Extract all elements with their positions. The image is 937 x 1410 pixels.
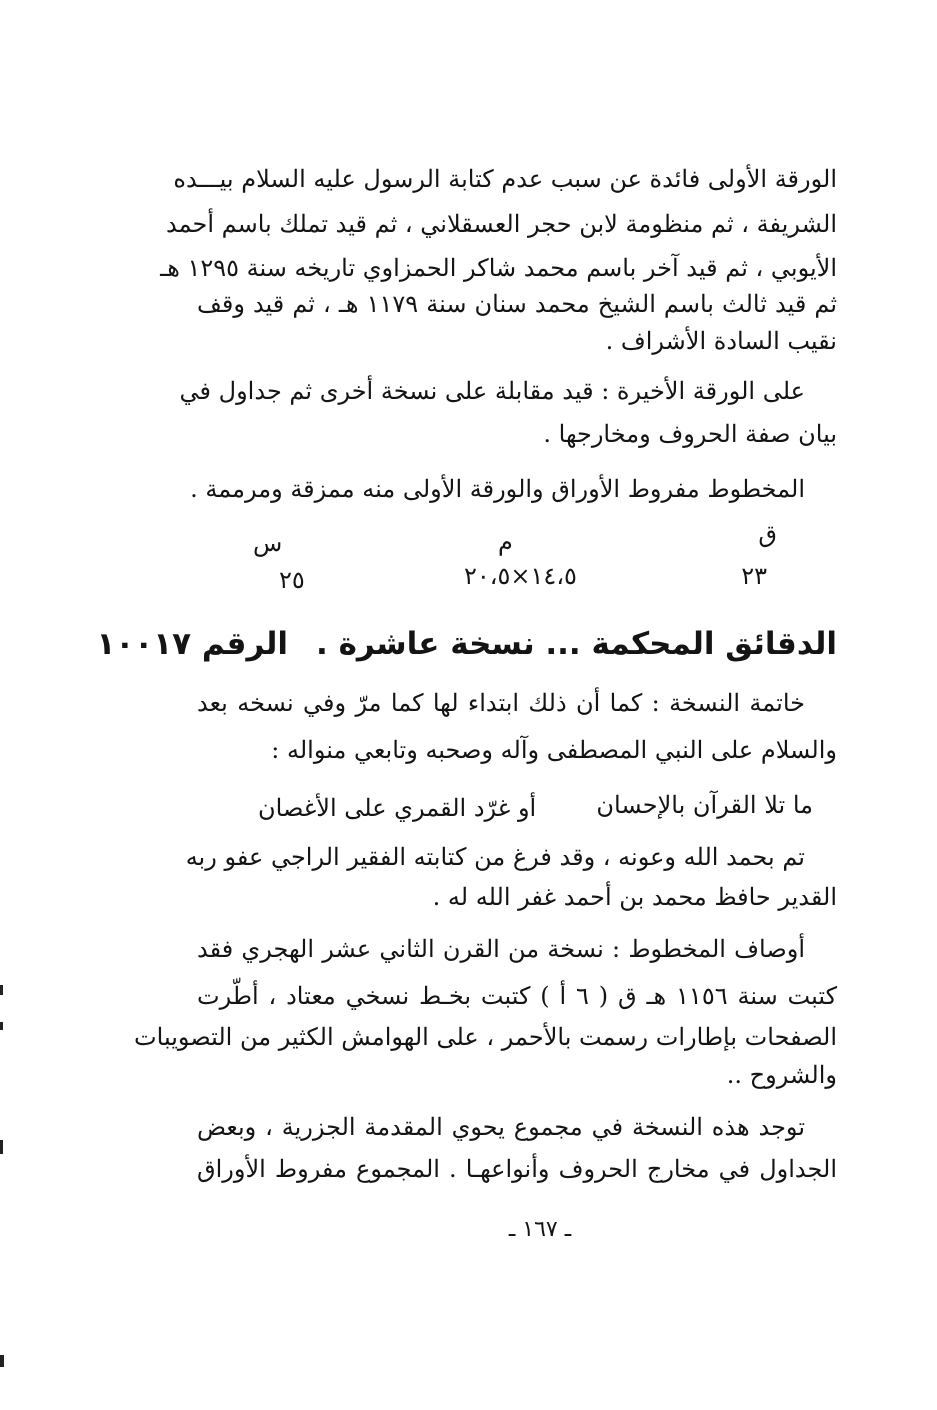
paragraph-2-line-2: بيان صفة الحروف ومخارجها . xyxy=(543,420,837,448)
paragraph-1-line-1: الورقة الأولى فائدة عن سبب عدم كتابة الرسول عليه السلام بيـــده xyxy=(173,165,837,193)
heading-number: الرقم ١٠٠١٧ xyxy=(96,626,289,662)
table-value-q: ٢٣ xyxy=(741,562,767,590)
paragraph-6-line-4: والشروح .. xyxy=(726,1061,837,1089)
scan-speck xyxy=(0,1022,3,1030)
scan-speck xyxy=(0,1355,4,1367)
paragraph-1-line-5: نقيب السادة الأشراف . xyxy=(605,327,837,355)
paragraph-6-line-2: كتبت سنة ١١٥٦ هـ ق ( ٦ أ ) كتبت بخـط نسخي معتاد ، أطّرت xyxy=(197,982,838,1010)
scan-speck xyxy=(0,985,3,995)
section-heading xyxy=(96,624,837,664)
table-header-m: م xyxy=(498,528,513,556)
paragraph-2-line-1: على الورقة الأخيرة : قيد مقابلة على نسخة أخرى ثم جداول في xyxy=(179,377,805,405)
paragraph-3: المخطوط مفروط الأوراق والورقة الأولى منه ممزقة ومرممة . xyxy=(190,475,805,503)
paragraph-4-line-2: والسلام على النبي المصطفى وآله وصحبه وتابعي منواله : xyxy=(271,736,837,764)
paragraph-1-line-3: الأيوبي ، ثم قيد آخر باسم محمد شاكر الحمزاوي تاريخه سنة ١٢٩٥ هـ xyxy=(160,254,837,282)
paragraph-5-line-2: القدير حافظ محمد بن أحمد غفر الله له . xyxy=(432,883,837,911)
paragraph-6-line-3: الصفحات بإطارات رسمت بالأحمر ، على الهوامش الكثير من التصويبات xyxy=(134,1023,837,1051)
page-number: ـ ١٦٧ ـ xyxy=(508,1217,572,1242)
scan-speck xyxy=(0,1140,3,1154)
table-value-m: ١٤،٥×٢٠،٥ xyxy=(464,562,577,590)
table-value-s: ٢٥ xyxy=(279,566,305,594)
paragraph-6-line-1: أوصاف المخطوط : نسخة من القرن الثاني عشر الهجري فقد xyxy=(197,935,805,963)
table-header-s: س xyxy=(253,529,283,557)
paragraph-7-line-1: توجد هذه النسخة في مجموع يحوي المقدمة الجزرية ، وبعض xyxy=(197,1113,805,1141)
table-header-q: ق xyxy=(758,520,777,548)
paragraph-7-line-2: الجداول في مخارج الحروف وأنواعهـا . المجموع مفروط الأوراق xyxy=(197,1155,837,1183)
heading-title: الدقائق المحكمة ... نسخة عاشرة . xyxy=(316,626,837,662)
paragraph-5-line-1: تم بحمد الله وعونه ، وقد فرغ من كتابته الفقير الراجي عفو ربه xyxy=(185,843,805,871)
paragraph-1-line-2: الشريفة ، ثم منظومة لابن حجر العسقلاني ، ثم قيد تملك باسم أحمد xyxy=(166,210,837,238)
verse-hemistich-1: ما تلا القرآن بالإحسان xyxy=(596,791,813,819)
paragraph-1-line-4: ثم قيد ثالث باسم الشيخ محمد سنان سنة ١١٧٩ هـ ، ثم قيد وقف xyxy=(197,290,837,318)
paragraph-4-line-1: خاتمة النسخة : كما أن ذلك ابتداء لها كما مرّ وفي نسخه بعد xyxy=(197,689,805,717)
verse-hemistich-2: أو غرّد القمري على الأغصان xyxy=(258,794,537,822)
